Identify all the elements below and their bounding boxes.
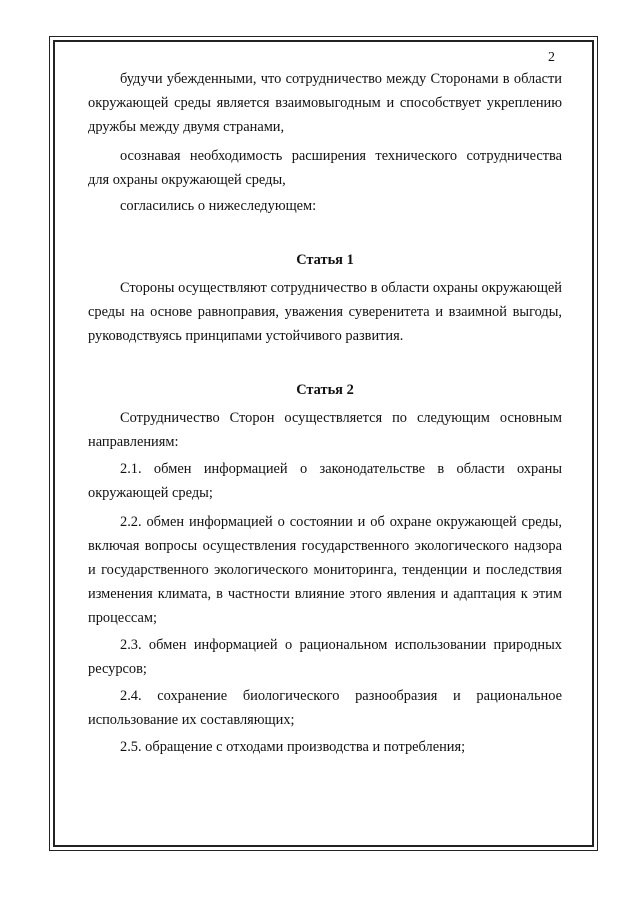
preamble-paragraph-1: будучи убежденными, что сотрудничество между Сторонами в области окружающей среды является взаимовыгодным и способствует укреплению дружбы между двумя странами, bbox=[88, 71, 562, 135]
page-number: 2 bbox=[548, 50, 555, 65]
preamble-paragraph-3: согласились о нижеследующем: bbox=[120, 198, 317, 214]
preamble-paragraph-2: осознавая необходимость расширения технического сотрудничества для охраны окружающей среды, bbox=[88, 148, 562, 188]
article-2-item-2-4: 2.4. сохранение биологического разнообразия и рациональное использование их составляющих; bbox=[88, 688, 562, 728]
article-2-title: Статья 2 bbox=[296, 382, 354, 398]
article-1-text: Стороны осуществляют сотрудничество в области охраны окружающей среды на основе равноправия, уважения суверенитета и взаимной выгоды, руководствуясь принципами устойчивого развития. bbox=[88, 280, 562, 344]
article-2-intro: Сотрудничество Сторон осуществляется по следующим основным направлениям: bbox=[88, 410, 562, 450]
article-2-item-2-5: 2.5. обращение с отходами производства и потребления; bbox=[120, 739, 466, 755]
article-2-item-2-1: 2.1. обмен информацией о законодательстве в области охраны окружающей среды; bbox=[88, 461, 562, 501]
article-2-item-2-3: 2.3. обмен информацией о рациональном использовании природных ресурсов; bbox=[88, 637, 562, 677]
article-2-item-2-2: 2.2. обмен информацией о состоянии и об охране окружающей среды, включая вопросы осуществления государственного экологического надзора и государственного экологического мониторинга, тенденции и последствия изменения климата, в частности влияние этого явления и адаптация к этим процессам; bbox=[88, 514, 562, 626]
article-1-title: Статья 1 bbox=[296, 252, 354, 268]
